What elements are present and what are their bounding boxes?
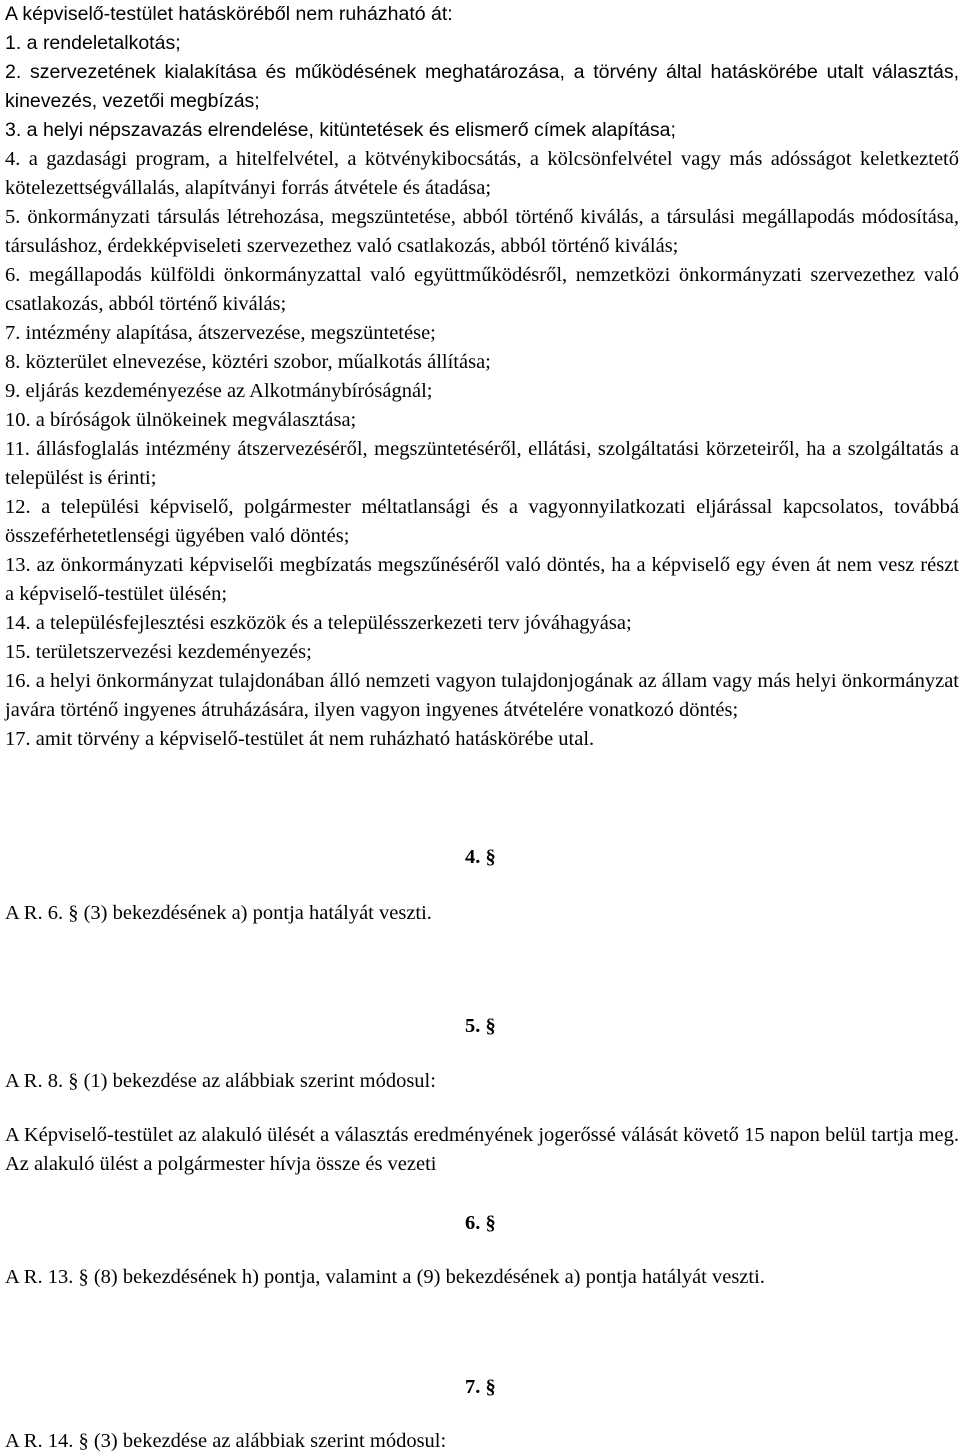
list-item: 10. a bíróságok ülnökeinek megválasztása; (5, 409, 357, 431)
list-item: 7. intézmény alapítása, átszervezése, megszüntetése; (5, 322, 436, 344)
competence-list (5, 0, 959, 754)
section-5-paragraph: A R. 8. § (1) bekezdése az alábbiak szerint módosul: (5, 1070, 436, 1092)
section-heading-4: 4. § (465, 846, 496, 868)
list-item: 16. a helyi önkormányzat tulajdonában álló nemzeti vagyon tulajdonjogának az állam vagy más helyi önkormányzat javára történő ingyenes átruházására, ilyen vagyon ingyenes átvételére vonatkozó döntés; (5, 670, 959, 721)
list-item: 17. amit törvény a képviselő-testület át nem ruházható hatáskörébe utal. (5, 728, 595, 750)
list-item: 9. eljárás kezdeményezése az Alkotmánybíróságnál; (5, 380, 433, 402)
list-item: 1. a rendeletalkotás; (5, 32, 181, 54)
section-heading-6: 6. § (465, 1212, 496, 1234)
section-4-paragraph: A R. 6. § (3) bekezdésének a) pontja hatályát veszti. (5, 902, 432, 924)
list-intro: A képviselő-testület hatásköréből nem ruházható át: (5, 3, 453, 25)
list-item: 13. az önkormányzati képviselői megbízatás megszűnéséről való döntés, ha a képviselő egy éven át nem vesz részt a képviselő-testület ülésén; (5, 554, 959, 605)
section-heading-5: 5. § (465, 1015, 496, 1037)
list-item: 11. állásfoglalás intézmény átszervezéséről, megszüntetéséről, ellátási, szolgáltatási körzeteiről, ha a szolgáltatás a települést is érinti; (5, 438, 959, 489)
section-6-paragraph: A R. 13. § (8) bekezdésének h) pontja, valamint a (9) bekezdésének a) pontja hatályát veszti. (5, 1266, 765, 1288)
list-item: 4. a gazdasági program, a hitelfelvétel, a kötvénykibocsátás, a kölcsönfelvétel vagy más adósságot keletkeztető kötelezettségvállalás, alapítványi forrás átvétele és átadása; (5, 148, 959, 199)
list-item: 12. a települési képviselő, polgármester méltatlansági és a vagyonnyilatkozati eljárással kapcsolatos, továbbá összeférhetetlenségi ügyében való döntés; (5, 496, 959, 547)
section-5-paragraph: A Képviselő-testület az alakuló ülését a választás eredményének jogerőssé válását követő 15 napon belül tartja meg. Az alakuló ülést a polgármester hívja össze és vezeti (5, 1124, 959, 1175)
document-page (5, 0, 959, 754)
list-item: 14. a településfejlesztési eszközök és a településszerkezeti terv jóváhagyása; (5, 612, 632, 634)
section-7-paragraph: A R. 14. § (3) bekezdése az alábbiak szerint módosul: (5, 1430, 447, 1452)
list-item: 6. megállapodás külföldi önkormányzattal való együttműködésről, nemzetközi önkormányzati szervezethez való csatlakozás, abból történő kiválás; (5, 264, 959, 315)
list-item: 5. önkormányzati társulás létrehozása, megszüntetése, abból történő kiválás, a társulási megállapodás módosítása, társuláshoz, érdekképviseleti szervezethez való csatlakozás, abból történő kiválás; (5, 206, 959, 257)
list-item: 2. szervezetének kialakítása és működésének meghatározása, a törvény által hatáskörébe utalt választás, kinevezés, vezetői megbízás; (5, 61, 959, 112)
section-heading-7: 7. § (465, 1376, 496, 1398)
list-item: 15. területszervezési kezdeményezés; (5, 641, 312, 663)
list-item: 8. közterület elnevezése, köztéri szobor, műalkotás állítása; (5, 351, 491, 373)
list-item: 3. a helyi népszavazás elrendelése, kitüntetések és elismerő címek alapítása; (5, 119, 676, 141)
